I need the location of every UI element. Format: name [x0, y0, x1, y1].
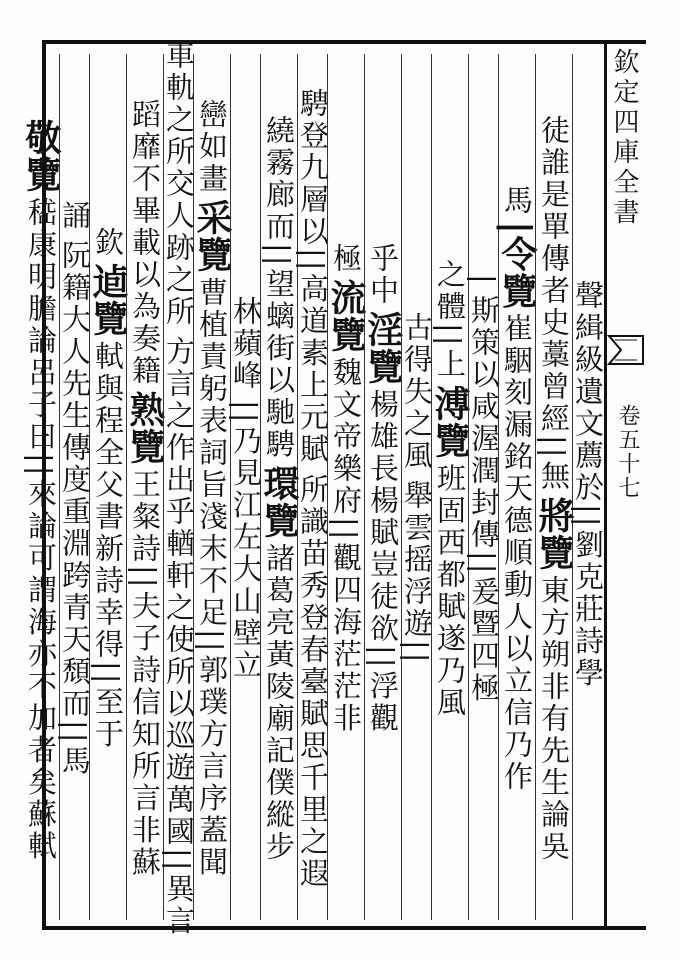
column-text: 極 [329, 243, 363, 276]
book-title: 欽定四庫全書 [609, 48, 639, 228]
headword: 環覽 [258, 464, 300, 539]
column-text: 蹈靡不畢載以為奏籍 [128, 99, 162, 388]
headword: 逌覽 [87, 263, 129, 338]
page-margin [604, 44, 644, 928]
column-text: 方言之作出乎輶軒之使所以巡遊萬國||異言 [162, 336, 196, 938]
column-text: 諸葛亮黃陵廟記僕縱步 [262, 542, 296, 863]
column-text: 聲緝級遺文薦於||劉克莊詩學 [571, 280, 605, 690]
text-column [258, 54, 300, 920]
text-column [20, 54, 62, 920]
text-column [191, 54, 233, 920]
column-text: 馬 [500, 184, 534, 217]
headword: 溥覽 [429, 384, 471, 459]
column-text: 欽 [91, 227, 125, 260]
text-column [87, 54, 129, 920]
text-column [571, 54, 605, 920]
column-text: 舉雲摇浮遊|| [400, 480, 434, 666]
text-column [229, 54, 263, 920]
column-text: 嵇康明膽論呂子曰||來論可謂海亦不加者矣蘇軾 [24, 197, 58, 863]
column-text: | [467, 273, 501, 287]
column-text: 巒如畫 [195, 99, 229, 196]
text-column [162, 40, 196, 938]
column-text: 崔駰刻漏銘天德順動人以立信乃作 [500, 313, 534, 794]
column-text: ||乃見江左大山壁立 [229, 400, 263, 682]
text-column [467, 54, 501, 920]
column-text: 楊雄長楊賦豈徒欲||浮觀 [366, 389, 400, 735]
text-column [325, 54, 367, 920]
text-column [296, 54, 330, 920]
column-text: 斯策以咸渥潤封傳||爰暨四極 [467, 294, 501, 705]
column-text: 軾與程全父書新詩幸得||至于 [91, 341, 125, 751]
text-column [58, 54, 92, 920]
column-text: 魏文帝樂府||觀四海茫茫非 [329, 357, 363, 735]
column-text: 古得失之風 [400, 312, 434, 473]
column-text: 車軌之所交人跡之所 [162, 40, 196, 329]
headword: 將覽 [533, 496, 575, 571]
text-columns [20, 40, 605, 938]
column-text: 東方朔非有先生論吳 [537, 574, 571, 863]
headword: 敬覽 [20, 119, 62, 194]
headword: 熟覽 [124, 391, 166, 466]
column-text: 乎中 [366, 243, 400, 308]
text-column [124, 54, 166, 920]
volume-number: 卷五十七 [615, 404, 640, 500]
column-text: 王粲詩||夫子詩信知所言非蘇 [128, 469, 162, 879]
headword: 淫覽 [362, 311, 404, 386]
text-column [496, 54, 538, 920]
column-text: 繞霧廊而||望螭街以馳騁 [262, 115, 296, 461]
column-text: 誦 [58, 200, 92, 233]
column-text: 徒誰是單傳者史藁曾經||無 [537, 115, 571, 493]
text-column [362, 54, 404, 920]
headword: 流覽 [325, 279, 367, 354]
column-text: 林蘋峰 [229, 296, 263, 393]
column-text: 之體||上 [433, 259, 467, 381]
column-text: 班固西都賦遂乃風 [433, 462, 467, 719]
column-text: 曹植責躬表詞旨淺末不足||郭璞方言序蓋聞 [195, 277, 229, 879]
headword: |令覽 [496, 220, 538, 310]
text-column [400, 54, 434, 920]
fishtail-mark-icon [607, 330, 645, 370]
column-text: 所識苗秀登春臺賦思千里之遐 [296, 473, 330, 890]
column-text: 騁登九層以||高道素上元賦 [296, 88, 330, 466]
headword: 采覽 [191, 199, 233, 274]
column-text: 阮籍大人先生傳度重淵跨青天頹而||馬 [58, 240, 92, 778]
text-column [429, 54, 471, 920]
text-column [533, 54, 575, 920]
